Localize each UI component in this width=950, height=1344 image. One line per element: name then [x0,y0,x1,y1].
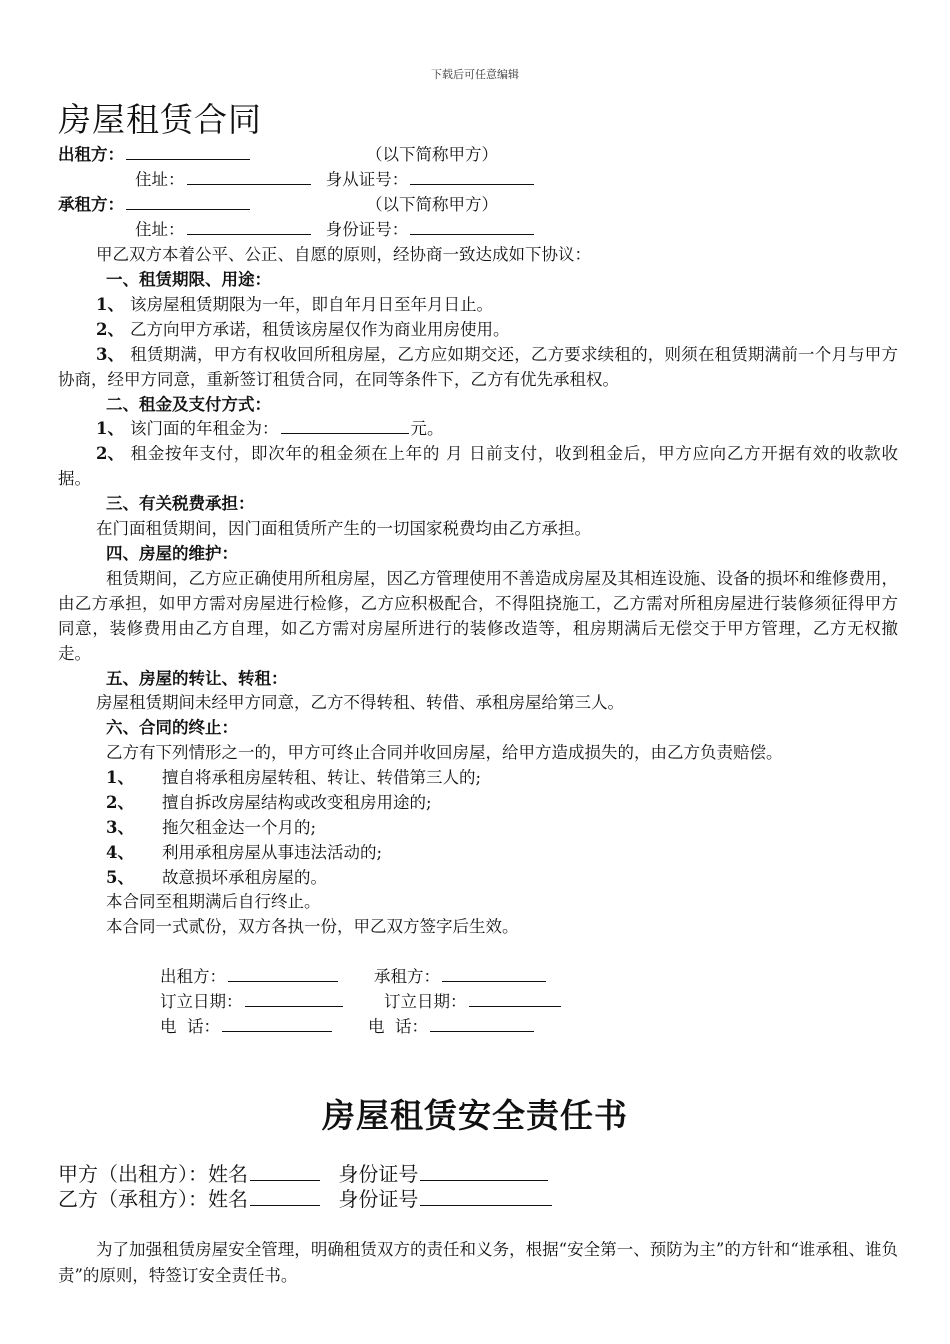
lessee-blank [126,192,250,210]
safety-party-a-label: 甲方（出租方）：姓名 [58,1162,248,1186]
safety-party-b-name-blank [250,1185,320,1206]
sec1-item2-number: 2、 [96,320,124,339]
sec6-item-text: 故意损坏承租房屋的。 [162,868,327,887]
safety-party-b-id-label: 身份证号 [338,1187,419,1211]
sec5-text: 房屋租赁期间未经甲方同意，乙方不得转租、转借、承租房屋给第三人。 [96,693,624,712]
sec6-item [106,790,432,815]
sec1-heading: 一、租赁期限、用途： [106,270,271,289]
safety-party-a-id-label: 身份证号 [338,1162,419,1186]
sign-date1 [160,989,345,1014]
sec2-item2 [58,441,898,491]
lessor-id-label: 身从证号： [325,170,409,189]
sign-phone1-blank [222,1014,332,1032]
lessor-address-label: 住址： [135,170,185,189]
sec6-item-number: 5、 [106,868,134,887]
lessee-alias: （以下简称甲方） [366,195,498,214]
sec6-item [106,840,382,865]
safety-party-b [58,1185,554,1213]
sec1-item1 [96,292,493,317]
sign-phone2-label: 电 话： [368,1017,428,1036]
sec6-item-number: 3、 [106,818,134,837]
lessor-blank [126,142,250,160]
sign-lessee-blank [442,964,546,982]
sec6-end2: 本合同一式贰份，双方各执一份，甲乙双方签字后生效。 [106,917,519,936]
sign-phone1 [160,1014,334,1039]
sign-lessor-blank [228,964,338,982]
sec6-item [106,815,316,840]
sec6-item-number: 1、 [106,768,134,787]
lessor-id-blank [410,167,534,185]
document-title: 房屋租赁合同 [58,100,262,139]
sec1-item2 [96,317,510,342]
sec6-item-text: 擅自将承租房屋转租、转让、转借第三人的; [162,768,482,787]
sec1-item1-text: 该房屋租赁期限为一年，即自年月日至年月日止。 [130,295,493,314]
sec6-end1: 本合同至租期满后自行终止。 [106,892,321,911]
sign-lessee-label: 承租方： [374,967,440,986]
rent-blank [281,416,409,434]
lessor-address-row [135,167,536,192]
sec2-item1-post: 元。 [410,419,444,438]
sign-lessee [374,964,548,989]
sec2-item1-pre: 该门面的年租金为： [130,419,279,438]
lessor-label: 出租方： [58,145,124,164]
sec1-item1-number: 1、 [96,295,124,314]
sec6-item-number: 4、 [106,843,134,862]
sec2-item2-number: 2、 [96,444,124,463]
safety-party-b-label: 乙方（承租方）：姓名 [58,1187,248,1211]
sec1-item3-number: 3、 [96,345,124,364]
sign-lessor [160,964,340,989]
sec1-item2-text: 乙方向甲方承诺，租赁该房屋仅作为商业用房使用。 [130,320,510,339]
sec2-heading: 二、租金及支付方式： [106,395,271,414]
sign-phone2 [368,1014,536,1039]
sec6-item-text: 拖欠租金达一个月的; [162,818,317,837]
sign-date2-label: 订立日期： [384,992,467,1011]
sign-lessor-label: 出租方： [160,967,226,986]
sign-date2 [384,989,563,1014]
lessee-address-label: 住址： [135,220,185,239]
lessor-row [58,142,252,167]
sign-phone1-label: 电 话： [160,1017,220,1036]
sec2-item2-text: 租金按年支付，即次年的租金须在上年的 月 日前支付，收到租金后，甲方应向乙方开据有效的收款收据。 [58,444,898,488]
lessee-label: 承租方： [58,195,124,214]
safety-intro-text: 为了加强租赁房屋安全管理，明确租赁双方的责任和义务，根据“安全第一、预防为主”的方针和“谁承租、谁负责”的原则，特签订安全责任书。 [58,1240,898,1285]
safety-party-a-id-blank [420,1160,548,1181]
sec6-intro: 乙方有下列情形之一的，甲方可终止合同并收回房屋，给甲方造成损失的，由乙方负责赔偿。 [106,743,783,762]
lessee-row [58,192,252,217]
lessee-address-blank [187,217,311,235]
sign-date1-label: 订立日期： [160,992,243,1011]
lessor-alias: （以下简称甲方） [366,145,498,164]
lessee-id-blank [410,217,534,235]
sec6-item-text: 利用承租房屋从事违法活动的; [162,843,383,862]
sec4-heading: 四、房屋的维护： [106,544,238,563]
lessor-address-blank [187,167,311,185]
sec1-item3 [58,342,898,392]
safety-party-a-name-blank [250,1160,320,1181]
safety-title: 房屋租赁安全责任书 [322,1096,628,1135]
sign-date1-blank [245,989,343,1007]
lessee-id-label: 身份证号： [325,220,409,239]
sign-date2-blank [469,989,561,1007]
sec2-item1 [96,416,444,441]
sec6-item-number: 2、 [106,793,134,812]
safety-party-a [58,1160,550,1188]
lessee-address-row [135,217,536,242]
sec2-item1-number: 1、 [96,419,124,438]
sec3-text: 在门面租赁期间，因门面租赁所产生的一切国家税费均由乙方承担。 [96,519,591,538]
sign-phone2-blank [430,1014,534,1032]
safety-party-b-id-blank [420,1185,552,1206]
intro-text: 甲乙双方本着公平、公正、自愿的原则，经协商一致达成如下协议： [96,245,591,264]
sec3-heading: 三、有关税费承担： [106,494,255,513]
sec6-item [106,765,481,790]
sec1-item3-text: 租赁期满，甲方有权收回所租房屋，乙方应如期交还，乙方要求续租的，则须在租赁期满前一个月与甲方协商，经甲方同意，重新签订租赁合同，在同等条件下，乙方有优先承租权。 [58,345,898,389]
sec6-item-text: 擅自拆改房屋结构或改变租房用途的; [162,793,432,812]
header-note: 下载后可任意编辑 [431,68,519,81]
sec4-text: 租赁期间，乙方应正确使用所租房屋，因乙方管理使用不善造成房屋及其相连设施、设备的损坏和维修费用，由乙方承担，如甲方需对房屋进行检修，乙方应积极配合，不得阻挠施工，乙方需对所租房屋进行装修须征得甲方同意，装修费用由乙方自理，如乙方需对房屋所进行的装修改造等，租房期满后无偿交于甲方管理，乙方无权撤走。 [58,569,898,663]
sec5-heading: 五、房屋的转让、转租： [106,669,288,688]
sec6-item [106,865,327,890]
sec6-heading: 六、合同的终止： [106,718,238,737]
